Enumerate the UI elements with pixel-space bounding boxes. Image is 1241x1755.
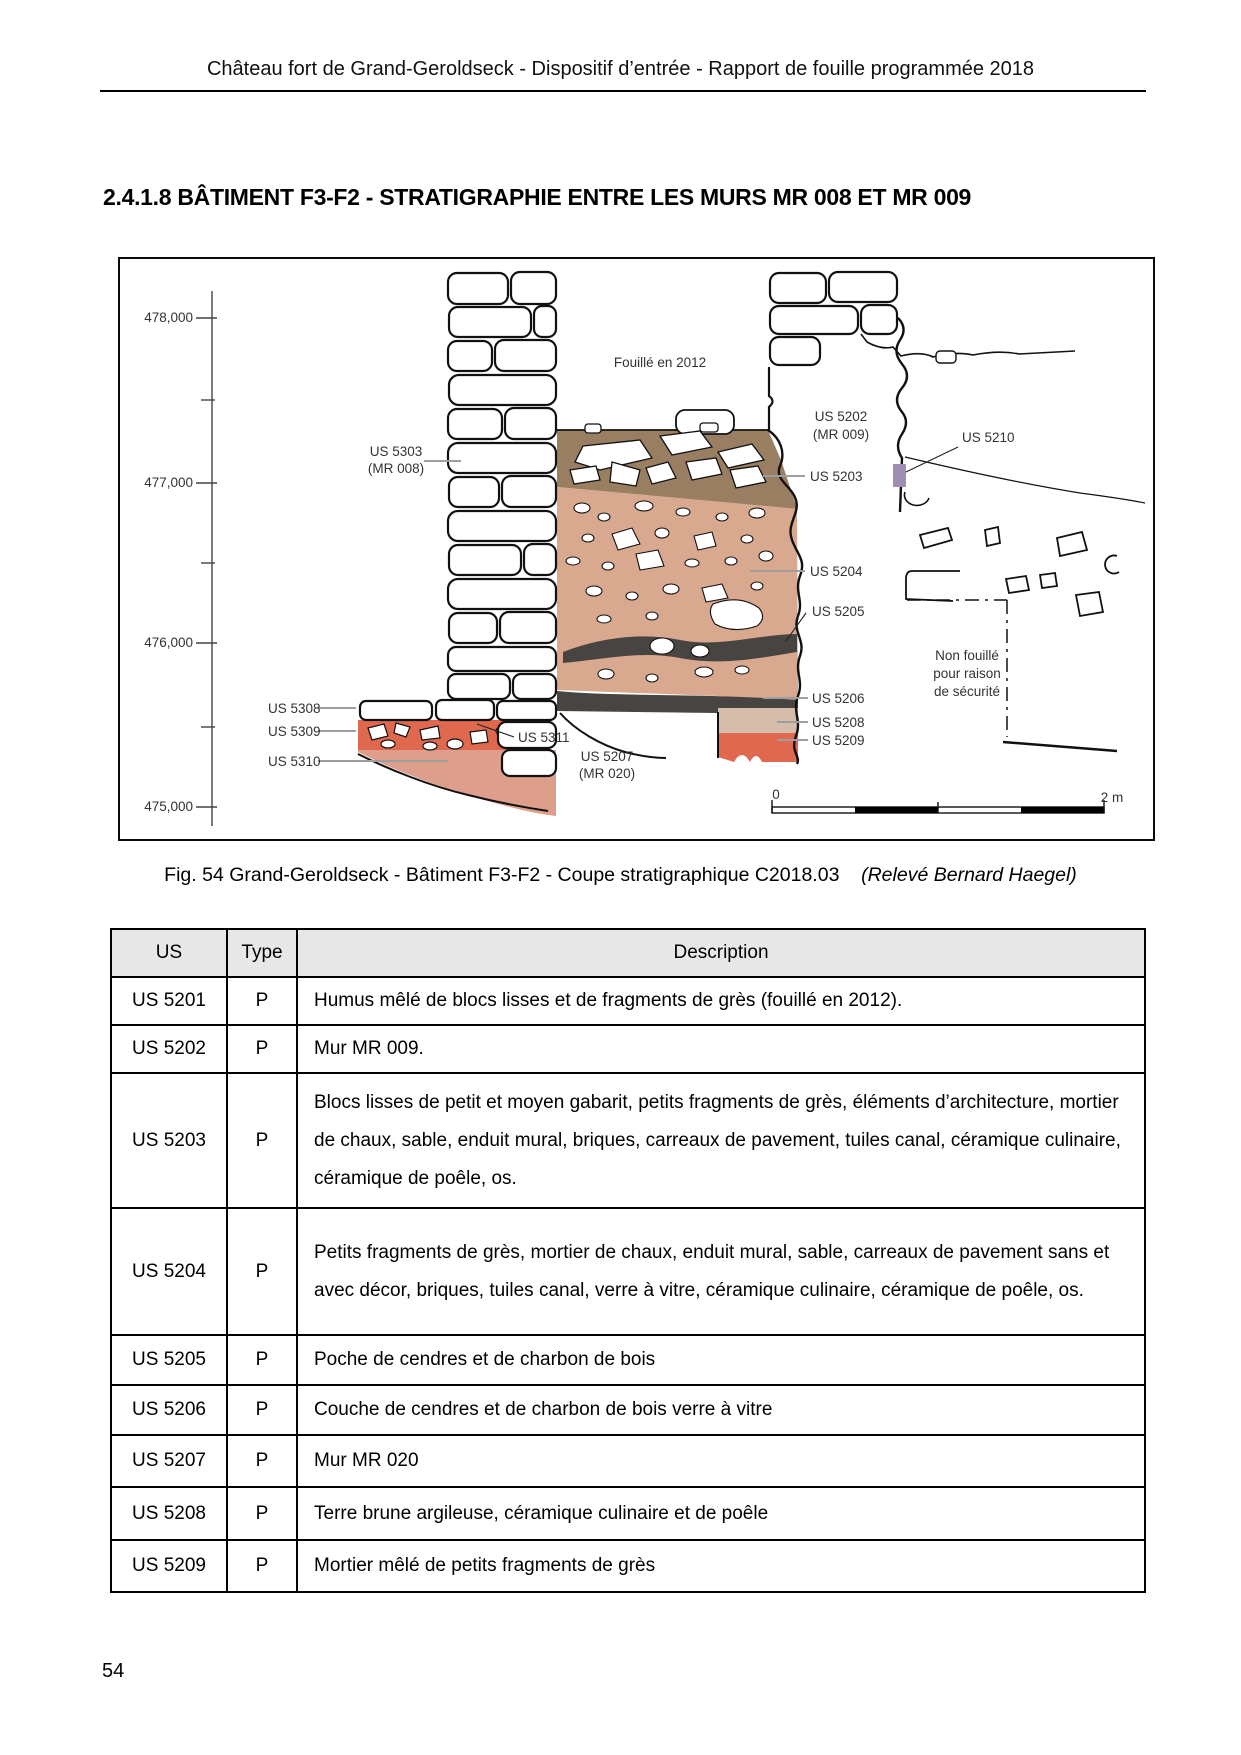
cell-description: Couche de cendres et de charbon de bois verre à vitre bbox=[297, 1385, 1145, 1435]
column-header-us: US bbox=[111, 929, 227, 977]
label-us5207: US 5207 bbox=[580, 749, 634, 764]
cell-us: US 5202 bbox=[111, 1025, 227, 1073]
cell-type: P bbox=[227, 1540, 297, 1592]
cell-description: Mur MR 009. bbox=[297, 1025, 1145, 1073]
cell-us: US 5206 bbox=[111, 1385, 227, 1435]
label-us5210: US 5210 bbox=[962, 430, 1015, 445]
label-non-fouille-1: Non fouillé bbox=[935, 648, 999, 663]
label-us5202: US 5202 bbox=[814, 409, 868, 424]
stones-us5203 bbox=[570, 410, 766, 488]
label-us5311: US 5311 bbox=[518, 730, 570, 745]
label-us5207-mur: (MR 020) bbox=[578, 766, 636, 781]
cell-description: Blocs lisses de petit et moyen gabarit, petits fragments de grès, éléments d’architecture, mortier de chaux, sable, enduit mural, briques, carreaux de pavement, tuiles canal, céramique culinaire, céramique de poêle, os. bbox=[297, 1073, 1145, 1208]
table-row bbox=[111, 1385, 1145, 1435]
cell-type: P bbox=[227, 1208, 297, 1335]
label-us5209: US 5209 bbox=[812, 733, 865, 748]
label-us5203: US 5203 bbox=[810, 469, 863, 484]
cell-type: P bbox=[227, 1073, 297, 1208]
label-non-fouille-3: de sécurité bbox=[933, 684, 1001, 699]
elevation-476: 476,000 bbox=[144, 635, 193, 650]
figure-caption bbox=[0, 864, 1241, 887]
cell-us: US 5204 bbox=[111, 1208, 227, 1335]
table-row bbox=[111, 1335, 1145, 1385]
header-rule bbox=[100, 90, 1146, 92]
column-header-description: Description bbox=[297, 929, 1145, 977]
cell-description: Mur MR 020 bbox=[297, 1435, 1145, 1487]
label-us5205: US 5205 bbox=[812, 604, 865, 619]
cell-description: Poche de cendres et de charbon de bois bbox=[297, 1335, 1145, 1385]
table-row bbox=[111, 1208, 1145, 1335]
wall-mr009 bbox=[770, 272, 897, 365]
cell-us: US 5205 bbox=[111, 1335, 227, 1385]
table-row bbox=[111, 1435, 1145, 1487]
cell-type: P bbox=[227, 1025, 297, 1073]
scale-2m-label: 2 m bbox=[1100, 790, 1124, 805]
cell-us: US 5208 bbox=[111, 1487, 227, 1540]
stratigraphy-figure bbox=[118, 257, 1155, 841]
table-row bbox=[111, 1073, 1145, 1208]
elevation-475: 475,000 bbox=[144, 799, 193, 814]
cell-type: P bbox=[227, 1335, 297, 1385]
table-row bbox=[111, 1025, 1145, 1073]
page-number: 54 bbox=[102, 1660, 125, 1682]
table-row bbox=[111, 977, 1145, 1025]
elevation-labels bbox=[144, 310, 193, 814]
figure-caption-credit: (Relevé Bernard Haegel) bbox=[861, 864, 1077, 886]
cell-description: Humus mêlé de blocs lisses et de fragments de grès (fouillé en 2012). bbox=[297, 977, 1145, 1025]
figure-caption-text: Fig. 54 Grand-Geroldseck - Bâtiment F3-F2 - Coupe stratigraphique C2018.03 bbox=[164, 864, 840, 886]
cell-type: P bbox=[227, 977, 297, 1025]
stratigraphy-drawing bbox=[120, 259, 1153, 839]
label-us5202-mur: (MR 009) bbox=[812, 427, 870, 442]
scale-bar bbox=[772, 787, 1123, 813]
layer-us5208 bbox=[718, 708, 798, 733]
cell-type: P bbox=[227, 1435, 297, 1487]
cell-us: US 5207 bbox=[111, 1435, 227, 1487]
cell-description: Mortier mêlé de petits fragments de grès bbox=[297, 1540, 1145, 1592]
cell-type: P bbox=[227, 1487, 297, 1540]
label-us5208: US 5208 bbox=[812, 715, 865, 730]
foundation-left bbox=[358, 700, 556, 816]
label-us5310: US 5310 bbox=[268, 754, 321, 769]
scale-zero-label: 0 bbox=[772, 787, 780, 802]
column-header-type: Type bbox=[227, 929, 297, 977]
label-non-fouille-2: pour raison bbox=[933, 666, 1001, 681]
elevation-477: 477,000 bbox=[144, 475, 193, 490]
layer-us5209 bbox=[718, 733, 798, 762]
cell-description: Terre brune argileuse, céramique culinaire et de poêle bbox=[297, 1487, 1145, 1540]
cell-description: Petits fragments de grès, mortier de chaux, enduit mural, sable, carreaux de pavement sans et avec décor, briques, tuiles canal, verre à vitre, céramique culinaire, céramique de poêle, os. bbox=[297, 1208, 1145, 1335]
label-fouille-2012: Fouillé en 2012 bbox=[613, 355, 707, 370]
wall-mr008 bbox=[448, 272, 556, 699]
marker-us5210 bbox=[893, 464, 906, 487]
table-header-row bbox=[111, 929, 1145, 977]
cell-type: P bbox=[227, 1385, 297, 1435]
label-us5206: US 5206 bbox=[812, 691, 865, 706]
section-heading: 2.4.1.8 BÂTIMENT F3-F2 - STRATIGRAPHIE ENTRE LES MURS MR 008 ET MR 009 bbox=[103, 184, 972, 210]
us-description-table bbox=[110, 928, 1146, 1593]
non-excavated-area bbox=[905, 457, 1145, 751]
table-row bbox=[111, 1487, 1145, 1540]
label-us5308: US 5308 bbox=[268, 701, 321, 716]
cell-us: US 5209 bbox=[111, 1540, 227, 1592]
label-us5303-mur: (MR 008) bbox=[367, 461, 425, 476]
label-us5303: US 5303 bbox=[369, 444, 423, 459]
document-header: Château fort de Grand-Geroldseck - Dispositif d’entrée - Rapport de fouille programmée 2018 bbox=[206, 58, 1035, 80]
elevation-ruler bbox=[196, 291, 217, 826]
cell-us: US 5203 bbox=[111, 1073, 227, 1208]
label-us5309: US 5309 bbox=[268, 724, 321, 739]
cell-us: US 5201 bbox=[111, 977, 227, 1025]
elevation-478: 478,000 bbox=[144, 310, 193, 325]
label-us5204: US 5204 bbox=[810, 564, 863, 579]
table-row bbox=[111, 1540, 1145, 1592]
